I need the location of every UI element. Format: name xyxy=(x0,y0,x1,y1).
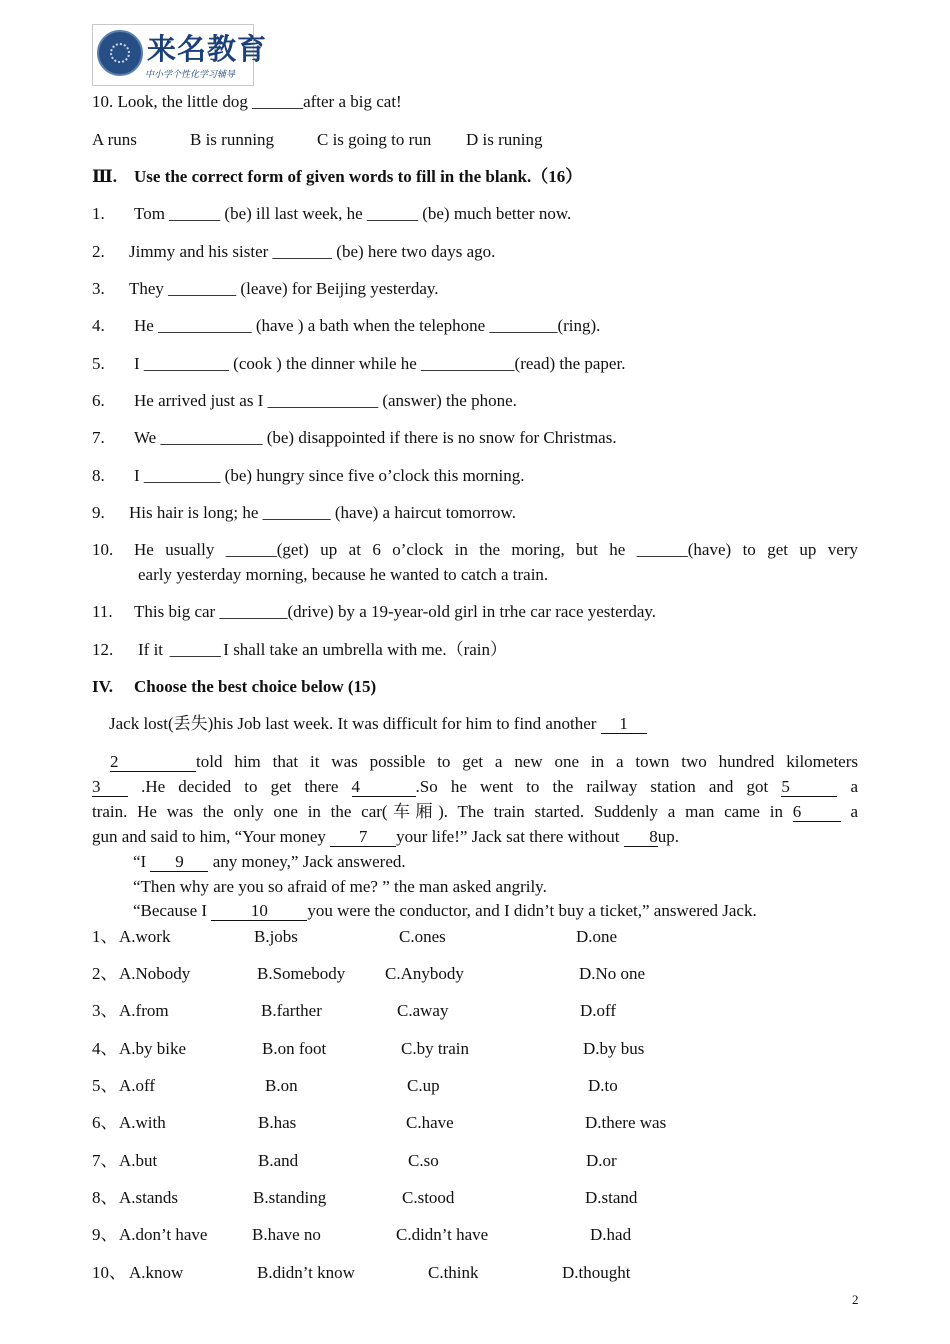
question-10-blank: ______ xyxy=(252,92,304,111)
s3-item-number: 10. xyxy=(92,540,114,559)
choice-option-d: D.stand xyxy=(585,1188,638,1207)
passage-text: train. He was the only one in the car(车厢). The train started. Suddenly a man came in xyxy=(92,802,793,821)
passage-text: your life!” Jack sat there without xyxy=(396,827,624,846)
s3-item-number: 7. xyxy=(92,428,105,447)
s3-item-text: This big car ________(drive) by a 19-year-old girl in trhe car race yesterday. xyxy=(134,602,657,621)
choice-number: 6、 xyxy=(92,1113,118,1132)
s3-item-number: 2. xyxy=(92,242,105,261)
choice-option-c: C.so xyxy=(408,1151,439,1170)
choice-option-b: B.didn’t know xyxy=(257,1263,355,1282)
choice-option-a: A.with xyxy=(119,1113,166,1132)
passage-line-2 xyxy=(92,751,858,773)
passage-line-4 xyxy=(92,801,858,823)
s3-item-text: He arrived just as I _____________ (answer) the phone. xyxy=(134,391,517,410)
s3-item-text: I _________ (be) hungry since five o’clock this morning. xyxy=(134,466,525,485)
choice-number: 10、 xyxy=(92,1263,126,1282)
choice-option-b: B.and xyxy=(258,1151,299,1170)
choice-option-a: A.don’t have xyxy=(119,1225,208,1244)
s3-item-text: Jimmy and his sister _______ (be) here two days ago. xyxy=(129,242,496,261)
choice-number: 5、 xyxy=(92,1076,118,1095)
s3-item-blank: ______ xyxy=(169,640,221,659)
passage-blank-1: 1 xyxy=(601,715,647,734)
s3-item-text-continued: early yesterday morning, because he wanted to catch a train. xyxy=(138,565,549,584)
passage-text: a xyxy=(850,777,858,796)
passage-line-1 xyxy=(109,713,647,735)
choice-number: 7、 xyxy=(92,1151,118,1170)
passage-line-8 xyxy=(133,900,757,922)
choice-option-d: D.thought xyxy=(562,1263,631,1282)
choice-number: 9、 xyxy=(92,1225,118,1244)
choice-option-b: B.on foot xyxy=(262,1039,327,1058)
passage-blank-8: 8 xyxy=(624,828,658,847)
passage-line-7: “Then why are you so afraid of me? ” the man asked angrily. xyxy=(133,877,547,896)
choice-option-a: A.stands xyxy=(119,1188,179,1207)
s3-item-number: 4. xyxy=(92,316,105,335)
s3-item-text: Tom ______ (be) ill last week, he ______ (be) much better now. xyxy=(134,204,572,223)
choice-option-c: C.Anybody xyxy=(385,964,464,983)
choice-option-d: D.one xyxy=(576,927,618,946)
passage-blank-7: 7 xyxy=(330,828,396,847)
choice-option-b: B.on xyxy=(265,1076,298,1095)
passage-line-5 xyxy=(92,826,679,848)
question-10-option-c: C is going to run xyxy=(317,130,432,149)
passage-text: any money,” Jack answered. xyxy=(208,852,406,871)
passage-line-3 xyxy=(92,776,858,798)
choice-option-d: D.there was xyxy=(585,1113,667,1132)
section-4-number: IV. xyxy=(92,677,113,696)
passage-text: .He decided to get there xyxy=(141,777,352,796)
brand-logo xyxy=(92,24,268,86)
passage-text: gun and said to him, “Your money xyxy=(92,827,331,846)
passage-text: told him that it was possible to get a new one in a town two hundred kilometers xyxy=(196,752,858,771)
choice-option-d: D.to xyxy=(588,1076,618,1095)
choice-option-a: A.from xyxy=(119,1001,169,1020)
choice-option-c: C.didn’t have xyxy=(396,1225,489,1244)
passage-text: “I xyxy=(133,852,151,871)
question-10-option-d: D is runing xyxy=(466,130,543,149)
s3-item-text: I __________ (cook ) the dinner while he ___________(read) the paper. xyxy=(134,354,626,373)
question-10-option-a: A runs xyxy=(92,130,137,149)
choice-option-a: A.but xyxy=(119,1151,158,1170)
choice-number: 2、 xyxy=(92,964,118,983)
choice-option-b: B.farther xyxy=(261,1001,322,1020)
choice-option-d: D.or xyxy=(586,1151,617,1170)
choice-option-d: D.had xyxy=(590,1225,632,1244)
s3-item-number: 11. xyxy=(92,602,113,621)
choice-option-c: C.by train xyxy=(401,1039,469,1058)
choice-number: 4、 xyxy=(92,1039,118,1058)
logo-slogan: 中小学个性化学习辅导 xyxy=(145,70,236,80)
choice-option-a: A.know xyxy=(129,1263,184,1282)
s3-item-number: 6. xyxy=(92,391,105,410)
section-3-number: Ⅲ. xyxy=(92,167,117,186)
s3-item-text-start: If it xyxy=(138,640,168,659)
choice-option-b: B.standing xyxy=(253,1188,327,1207)
choice-option-c: C.away xyxy=(397,1001,449,1020)
choice-number: 3、 xyxy=(92,1001,118,1020)
question-10-text-end: after a big cat! xyxy=(303,92,402,111)
choice-option-a: A.by bike xyxy=(119,1039,187,1058)
passage-text: “Because I xyxy=(133,901,212,920)
s3-item-number: 5. xyxy=(92,354,105,373)
s3-item-text: His hair is long; he ________ (have) a haircut tomorrow. xyxy=(129,503,516,522)
choice-option-d: D.by bus xyxy=(583,1039,645,1058)
passage-text: you were the conductor, and I didn’t buy a ticket,” answered Jack. xyxy=(307,901,757,920)
passage-blank-3: 3 xyxy=(92,778,128,797)
choice-option-c: C.ones xyxy=(399,927,446,946)
section-3-title: Use the correct form of given words to fill in the blank.（16） xyxy=(134,167,583,186)
choice-option-c: C.think xyxy=(428,1263,479,1282)
choice-option-c: C.have xyxy=(406,1113,454,1132)
passage-line-6 xyxy=(133,851,406,873)
choice-number: 1、 xyxy=(92,927,118,946)
question-10-option-b: B is running xyxy=(190,130,275,149)
choice-option-c: C.up xyxy=(407,1076,440,1095)
s3-item-number: 8. xyxy=(92,466,105,485)
logo-seal-icon xyxy=(97,30,143,76)
choice-option-d: D.No one xyxy=(579,964,646,983)
question-10-text: 10. Look, the little dog xyxy=(92,92,253,111)
passage-blank-9: 9 xyxy=(150,853,208,872)
choice-option-b: B.jobs xyxy=(254,927,298,946)
passage-blank-6: 6 xyxy=(793,803,841,822)
choice-option-b: B.Somebody xyxy=(257,964,346,983)
s3-item-text: He usually ______(get) up at 6 o’clock in the moring, but he ______(have) to get up very xyxy=(134,540,858,559)
choice-option-b: B.has xyxy=(258,1113,297,1132)
choice-option-a: A.work xyxy=(119,927,171,946)
section-4-title: Choose the best choice below (15) xyxy=(134,677,377,696)
s3-item-text xyxy=(138,639,507,661)
s3-item-number: 3. xyxy=(92,279,105,298)
choice-number: 8、 xyxy=(92,1188,118,1207)
question-10 xyxy=(92,91,402,113)
passage-text: up. xyxy=(657,827,679,846)
s3-item-number: 9. xyxy=(92,503,105,522)
passage-text: .So he went to the railway station and got xyxy=(415,777,782,796)
passage-blank-4: 4 xyxy=(352,778,416,797)
passage-text: a xyxy=(850,802,858,821)
choice-option-b: B.have no xyxy=(252,1225,321,1244)
logo-brand-text: 来名教育 xyxy=(147,32,268,66)
s3-item-text: We ____________ (be) disappointed if there is no snow for Christmas. xyxy=(134,428,617,447)
passage-text: Jack lost(丢失)his Job last week. It was difficult for him to find another xyxy=(109,714,601,733)
choice-option-d: D.off xyxy=(580,1001,617,1020)
choice-option-c: C.stood xyxy=(402,1188,455,1207)
s3-item-number: 12. xyxy=(92,640,114,659)
passage-blank-5: 5 xyxy=(781,778,837,797)
page-number: 2 xyxy=(852,1292,859,1307)
choice-option-a: A.Nobody xyxy=(119,964,191,983)
passage-blank-2: 2 xyxy=(110,753,196,772)
s3-item-text: He ___________ (have ) a bath when the telephone ________(ring). xyxy=(134,316,601,335)
s3-item-text: They ________ (leave) for Beijing yesterday. xyxy=(129,279,439,298)
s3-item-text-end: I shall take an umbrella with me.（rain） xyxy=(223,640,508,659)
passage-blank-10: 10 xyxy=(211,902,307,921)
choice-option-a: A.off xyxy=(119,1076,156,1095)
s3-item-number: 1. xyxy=(92,204,105,223)
